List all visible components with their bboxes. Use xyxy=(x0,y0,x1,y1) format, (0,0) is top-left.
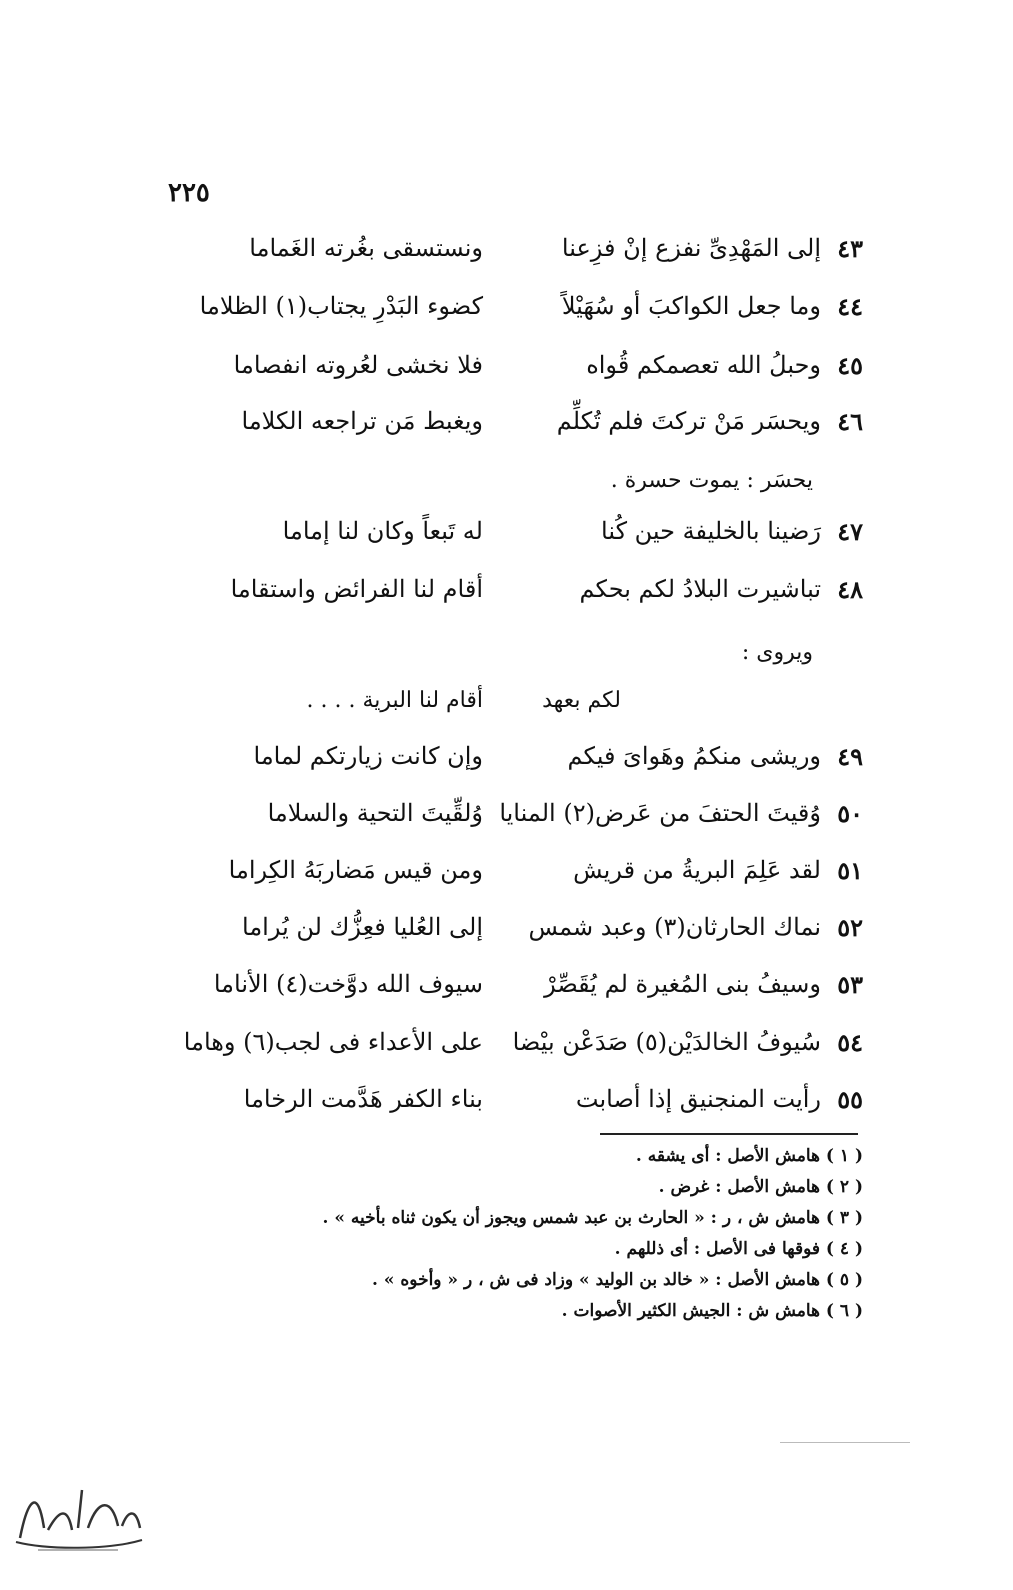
verse-line xyxy=(163,573,863,613)
verse-number: ٥٥ xyxy=(837,1085,863,1114)
verse-line xyxy=(163,797,863,837)
verse-first-hemistich: وريشى منكمُ وهَواىَ فيكم xyxy=(567,742,821,770)
verse-line xyxy=(163,968,863,1008)
verse-line xyxy=(163,1083,863,1123)
verse-line xyxy=(163,515,863,555)
verse-second-hemistich: إلى العُليا فعِزُّك لن يُراما xyxy=(242,913,483,941)
footnote: ( ٥ ) هامش الأصل : « خالد بن الوليد » وزاد فى ش ، ر « وأخوه » . xyxy=(372,1270,863,1290)
verse-first-hemistich: لقد عَلِمَ البريةُ من قريش xyxy=(573,856,821,884)
verse-second-hemistich: ونستسقى بغُرته الغَماما xyxy=(249,234,483,262)
verse-line xyxy=(163,349,863,389)
verse-number: ٤٣ xyxy=(837,234,863,263)
verse-number: ٤٧ xyxy=(837,517,863,546)
footnote: ( ٣ ) هامش ش ، ر : « الحارث بن عبد شمس ويجوز أن يكون ثناه بأخيه » . xyxy=(322,1208,863,1228)
verse-first-hemistich: وما جعل الكواكبَ أو سُهَيْلاً xyxy=(561,292,821,320)
gloss-note: يحسَر : يموت حسرة . xyxy=(610,468,813,493)
verse-second-hemistich: ويغبط مَن تراجعه الكلاما xyxy=(241,407,483,435)
verse-first-hemistich: وحبلُ الله تعصمكم قُواه xyxy=(586,351,821,379)
faint-divider xyxy=(780,1442,910,1443)
verse-number: ٥٠ xyxy=(837,799,863,828)
verse-second-hemistich: له تَبعاً وكان لنا إماما xyxy=(282,517,483,545)
verse-line xyxy=(163,854,863,894)
verse-number: ٤٥ xyxy=(837,351,863,380)
footnote-separator xyxy=(600,1133,858,1135)
verse-first-hemistich: رأيت المنجنيق إذا أصابت xyxy=(575,1085,821,1113)
watermark-logo xyxy=(8,1468,148,1558)
verse-first-hemistich: نماك الحارثان(٣) وعبد شمس xyxy=(528,913,821,941)
verse-number: ٤٦ xyxy=(837,407,863,436)
footnote: ( ١ ) هامش الأصل : أى يشقه . xyxy=(635,1146,863,1166)
verse-number: ٥١ xyxy=(837,856,863,885)
verse-number: ٤٩ xyxy=(837,742,863,771)
verse-second-hemistich: فلا نخشى لعُروته انفصاما xyxy=(233,351,483,379)
verse-line xyxy=(163,232,863,272)
verse-first-hemistich: إلى المَهْدِىِّ نفزع إنْ فزِعنا xyxy=(561,234,821,262)
verse-second-hemistich: كضوء البَدْرِ يجتاب(١) الظلاما xyxy=(199,292,483,320)
verse-line xyxy=(163,405,863,445)
verse-number: ٥٣ xyxy=(837,970,863,999)
variant-intro: ويروى : xyxy=(741,640,813,665)
verse-number: ٥٢ xyxy=(837,913,863,942)
footnote: ( ٤ ) فوقها فى الأصل : أى ذللهم . xyxy=(614,1239,863,1259)
verse-first-hemistich: تباشيرت البلادُ لكم بحكم xyxy=(579,575,821,603)
verse-number: ٥٤ xyxy=(837,1028,863,1057)
verse-second-hemistich: ومن قيس مَضاربَهُ الكِراما xyxy=(228,856,483,884)
footnote: ( ٢ ) هامش الأصل : غرض . xyxy=(658,1177,863,1197)
verse-first-hemistich: ويحسَر مَنْ تركتَ فلم تُكلِّم xyxy=(556,407,821,435)
verse-first-hemistich: وسيفُ بنى المُغيرة لم يُقَصِّرْ xyxy=(544,970,821,998)
verse-line xyxy=(163,911,863,951)
verse-line xyxy=(163,740,863,780)
verse-number: ٤٨ xyxy=(837,575,863,604)
variant-first: لكم بعهد xyxy=(542,688,621,713)
verse-second-hemistich: وُلقِّيتَ التحية والسلاما xyxy=(267,799,483,827)
footnote: ( ٦ ) هامش ش : الجيش الكثير الأصوات . xyxy=(561,1301,863,1321)
verse-line xyxy=(163,290,863,330)
verse-second-hemistich: على الأعداء فى لجب(٦) وهاما xyxy=(183,1028,483,1056)
verse-second-hemistich: أقام لنا الفرائض واستقاما xyxy=(230,575,483,603)
variant-second: أقام لنا البرية . . . . xyxy=(306,688,483,713)
verse-number: ٤٤ xyxy=(837,292,863,321)
verse-first-hemistich: سُيوفُ الخالدَيْن(٥) صَدَعْن بيْضا xyxy=(512,1028,821,1056)
verse-first-hemistich: رَضينا بالخليفة حين كُنا xyxy=(601,517,821,545)
verse-line xyxy=(163,1026,863,1066)
verse-second-hemistich: وإن كانت زيارتكم لماما xyxy=(253,742,483,770)
verse-second-hemistich: سيوف الله دوَّخت(٤) الأناما xyxy=(213,970,483,998)
page-number: ٢٢٥ xyxy=(168,178,210,208)
verse-second-hemistich: بناء الكفر هَدَّمت الرخاما xyxy=(243,1085,483,1113)
footnotes xyxy=(303,1146,863,1332)
verse-first-hemistich: وُقيتَ الحتفَ من عَرض(٢) المنايا xyxy=(499,799,821,827)
